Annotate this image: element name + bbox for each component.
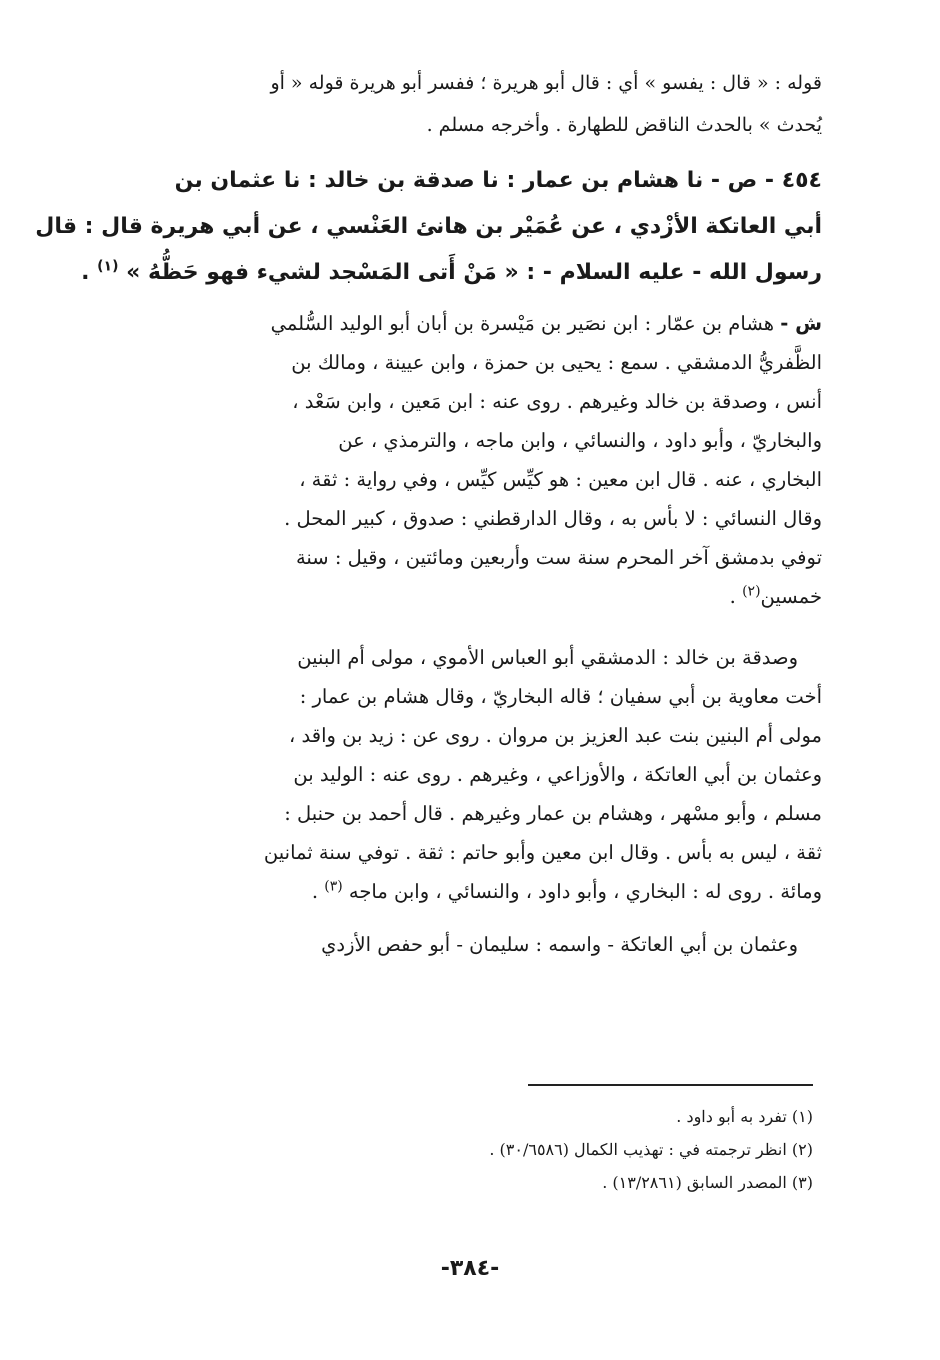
uthman-paragraph bbox=[110, 925, 822, 964]
footnote: (٢) انظر ترجمته في : تهذيب الكمال (٣٠/٦٥٨٦) . bbox=[489, 1140, 813, 1159]
footnote-marker: (٢) bbox=[742, 583, 761, 600]
uthman-line: وعثمان بن أبي العاتكة - واسمه : سليمان - أبو حفص الأزدي bbox=[321, 933, 798, 956]
sharh-text: هشام بن عمّار : ابن نصَير بن مَيْسرة بن أبان أبو الوليد السُّلمي bbox=[270, 312, 774, 335]
footnote-marker: (٣) bbox=[324, 878, 343, 895]
sharh-last-text: خمسين bbox=[760, 585, 822, 608]
footnote: (١) تفرد به أبو داود . bbox=[676, 1107, 813, 1126]
page-body bbox=[35, 62, 822, 964]
hadith-text: رسول الله - عليه السلام - : « مَنْ أَتى المَسْجد لشيء فهو حَظُّهُ » bbox=[126, 260, 822, 285]
sharh-paragraph bbox=[110, 304, 822, 616]
hadith-line: أبي العاتكة الأزْدي ، عن عُمَيْر بن هانئ العَنْسي ، عن أبي هريرة قال : قال bbox=[35, 214, 822, 239]
sharh-line: البخاري ، عنه . قال ابن معين : هو كيِّس كيِّس ، وفي رواية : ثقة ، bbox=[299, 468, 822, 491]
sadaqa-end: . bbox=[311, 880, 319, 903]
sadaqa-paragraph bbox=[110, 638, 822, 911]
sharh-line: أنس ، وصدقة بن خالد وغيرهم . روى عنه : ابن مَعين ، وابن سَعْد ، bbox=[292, 390, 822, 413]
sadaqa-line: وعثمان بن أبي العاتكة ، والأوزاعي ، وغيرهم . روى عنه : الوليد بن bbox=[293, 763, 822, 786]
footnote-marker: (١) bbox=[97, 258, 119, 275]
footnotes bbox=[213, 1100, 813, 1199]
sharh-line bbox=[110, 304, 822, 343]
footnote: (٣) المصدر السابق (١٣/٢٨٦١) . bbox=[602, 1173, 813, 1192]
sharh-line bbox=[110, 577, 822, 616]
sharh-line: والبخاريّ ، وأبو داود ، والنسائي ، وابن ماجه ، والترمذي ، عن bbox=[338, 429, 822, 452]
sharh-line: وقال النسائي : لا بأس به ، وقال الدارقطني : صدوق ، كبير المحل . bbox=[284, 507, 822, 530]
sharh-end: . bbox=[729, 585, 736, 608]
sharh-lead: ش - bbox=[780, 312, 822, 335]
sadaqa-line: ثقة ، ليس به بأس . وقال ابن معين وأبو حاتم : ثقة . توفي سنة ثمانين bbox=[263, 841, 822, 864]
intro-line: يُحدث » بالحدث الناقض للطهارة . وأخرجه مسلم . bbox=[426, 114, 822, 136]
hadith-paragraph bbox=[35, 158, 822, 296]
hadith-line: ٤٥٤ - ص - نا هشام بن عمار : نا صدقة بن خالد : نا عثمان بن bbox=[174, 168, 822, 193]
hadith-line bbox=[81, 250, 822, 296]
sadaqa-line: مولى أم البنين بنت عبد العزيز بن مروان . روى عن : زيد بن واقد ، bbox=[289, 724, 822, 747]
sadaqa-line bbox=[110, 872, 822, 911]
footnote-divider bbox=[528, 1084, 813, 1086]
hadith-end: . bbox=[81, 260, 90, 285]
intro-paragraph bbox=[110, 62, 822, 146]
sadaqa-last-text: ومائة . روى له : البخاري ، وأبو داود ، والنسائي ، وابن ماجه bbox=[348, 880, 822, 903]
sadaqa-line: مسلم ، وأبو مسْهر ، وهشام بن عمار وغيرهم . قال أحمد بن حنبل : bbox=[284, 802, 822, 825]
page-number: -٣٨٤- bbox=[440, 1256, 500, 1281]
sharh-line: الظَّفريُّ الدمشقي . سمع : يحيى بن حمزة ، وابن عيينة ، ومالك بن bbox=[291, 351, 822, 374]
sadaqa-line: وصدقة بن خالد : الدمشقي أبو العباس الأموي ، مولى أم البنين bbox=[297, 646, 798, 669]
sharh-line: توفي بدمشق آخر المحرم سنة ست وأربعين ومائتين ، وقيل : سنة bbox=[295, 546, 822, 569]
sadaqa-line: أخت معاوية بن أبي سفيان ؛ قاله البخاريّ ، وقال هشام بن عمار : bbox=[299, 685, 822, 708]
intro-line: قوله : « قال : يفسو » أي : قال أبو هريرة ؛ ففسر أبو هريرة قوله « أو bbox=[270, 72, 822, 94]
